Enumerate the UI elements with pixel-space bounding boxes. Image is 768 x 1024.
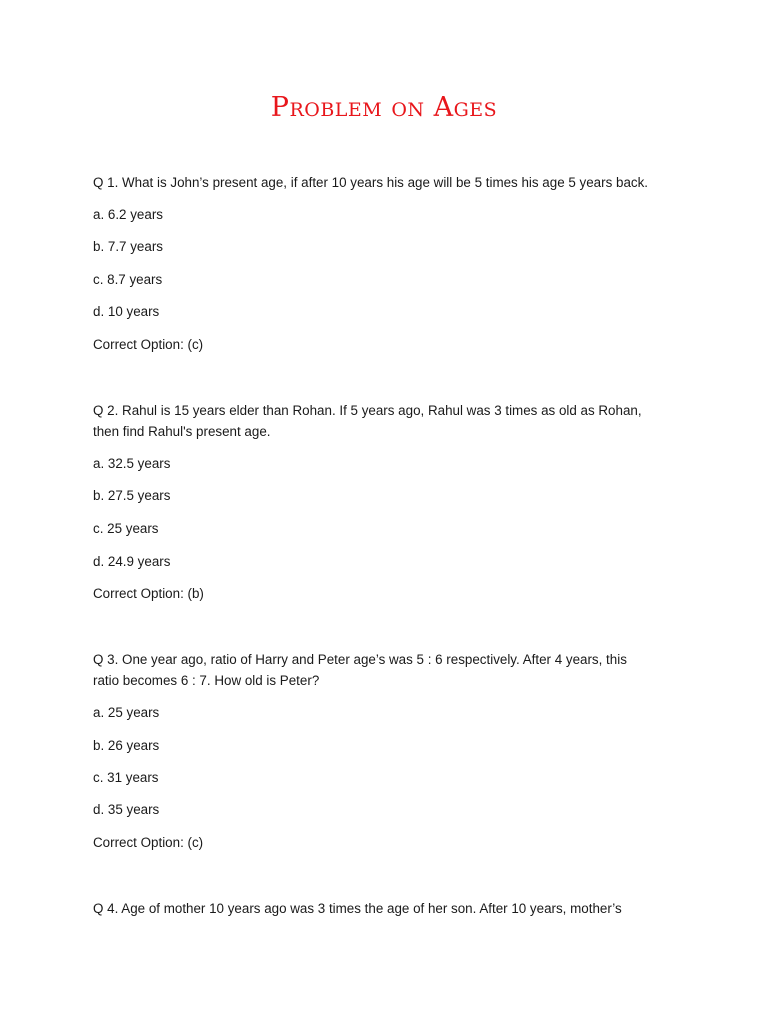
- question-2-option-d: d. 24.9 years: [93, 554, 171, 569]
- question-2-answer: Correct Option: (b): [93, 586, 204, 601]
- question-4-text: Q 4. Age of mother 10 years ago was 3 times the age of her son. After 10 years, mother’s: [93, 901, 622, 916]
- question-2-text-line2: then find Rahul's present age.: [93, 424, 271, 439]
- question-3-option-a: a. 25 years: [93, 705, 160, 720]
- question-3-option-d: d. 35 years: [93, 802, 160, 817]
- question-3-answer: Correct Option: (c): [93, 835, 204, 850]
- question-3-option-b: b. 26 years: [93, 738, 160, 753]
- question-2-option-a: a. 32.5 years: [93, 456, 171, 471]
- question-2-text-line1: Q 2. Rahul is 15 years elder than Rohan. If 5 years ago, Rahul was 3 times as old as Rohan,: [93, 403, 642, 418]
- page-title: Problem on Ages: [270, 92, 498, 123]
- question-1-option-c: c. 8.7 years: [93, 272, 163, 287]
- question-3-text-line1: Q 3. One year ago, ratio of Harry and Peter age’s was 5 : 6 respectively. After 4 years, this: [93, 652, 627, 667]
- question-2-option-c: c. 25 years: [93, 521, 159, 536]
- question-2-option-b: b. 27.5 years: [93, 488, 171, 503]
- question-3-option-c: c. 31 years: [93, 770, 159, 785]
- question-1-option-d: d. 10 years: [93, 304, 160, 319]
- question-3-text-line2: ratio becomes 6 : 7. How old is Peter?: [93, 673, 320, 688]
- question-1-option-b: b. 7.7 years: [93, 239, 163, 254]
- question-1-text: Q 1. What is John’s present age, if after 10 years his age will be 5 times his age 5 years back.: [93, 175, 648, 190]
- question-1-answer: Correct Option: (c): [93, 337, 204, 352]
- question-1-option-a: a. 6.2 years: [93, 207, 163, 222]
